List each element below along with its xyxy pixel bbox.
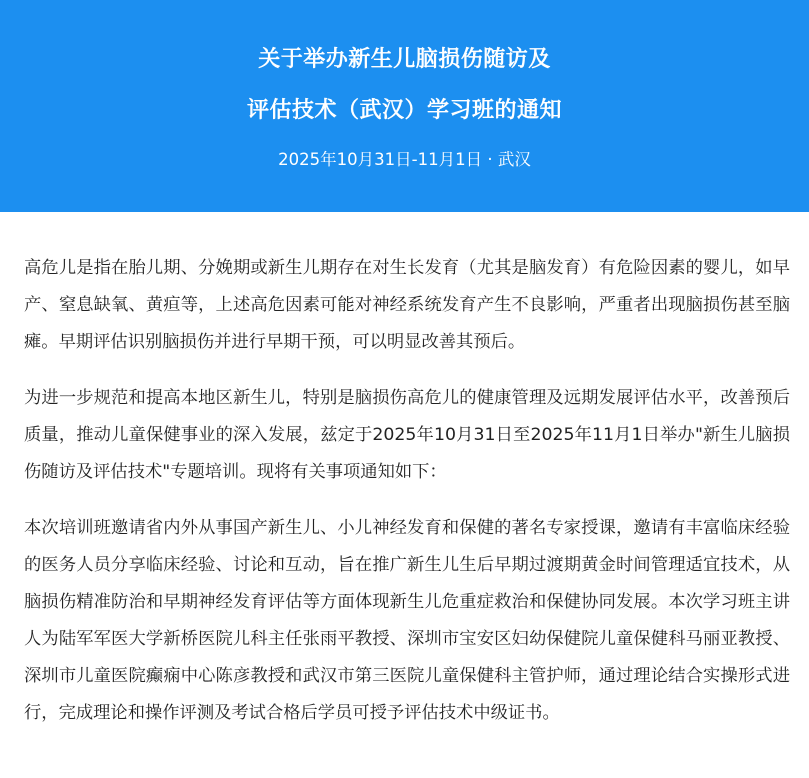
page-title-line-2: 评估技术（武汉）学习班的通知 — [246, 98, 562, 123]
paragraph-purpose: 为进一步规范和提高本地区新生儿，特别是脑损伤高危儿的健康管理及远期发展评估水平，改善预后质量，推动儿童保健事业的深入发展，兹定于2025年10月31日至2025年11月1日举办"新生儿脑损伤随访及评估技术"专题培训。现将有关事项通知如下： — [24, 388, 790, 482]
paragraph-details: 本次培训班邀请省内外从事国产新生儿、小儿神经发育和保健的著名专家授课，邀请有丰富临床经验的医务人员分享临床经验、讨论和互动，旨在推广新生儿生后早期过渡期黄金时间管理适宜技术，从脑损伤精准防治和早期神经发育评估等方面体现新生儿危重症救治和保健协同发展。本次学习班主讲人为陆军军医大学新桥医院儿科主任张雨平教授、深圳市宝安区妇幼保健院儿童保健科马丽亚教授、深圳市儿童医院癫痫中心陈彦教授和武汉市第三医院儿童保健科主管护师，通过理论结合实操形式进行，完成理论和操作评测及考试合格后学员可授予评估技术中级证书。 — [24, 518, 790, 723]
date-location: 2025年10月31日-11月1日 · 武汉 — [278, 150, 531, 169]
paragraph-intro: 高危儿是指在胎儿期、分娩期或新生儿期存在对生长发育（尤其是脑发育）有危险因素的婴儿，如早产、窒息缺氧、黄疸等，上述高危因素可能对神经系统发育产生不良影响，严重者出现脑损伤甚至脑瘫。早期评估识别脑损伤并进行早期干预，可以明显改善其预后。 — [24, 258, 790, 352]
article-body — [24, 250, 790, 751]
header-banner — [0, 0, 809, 212]
page-title-line-1: 关于举办新生儿脑损伤随访及 — [258, 47, 551, 72]
